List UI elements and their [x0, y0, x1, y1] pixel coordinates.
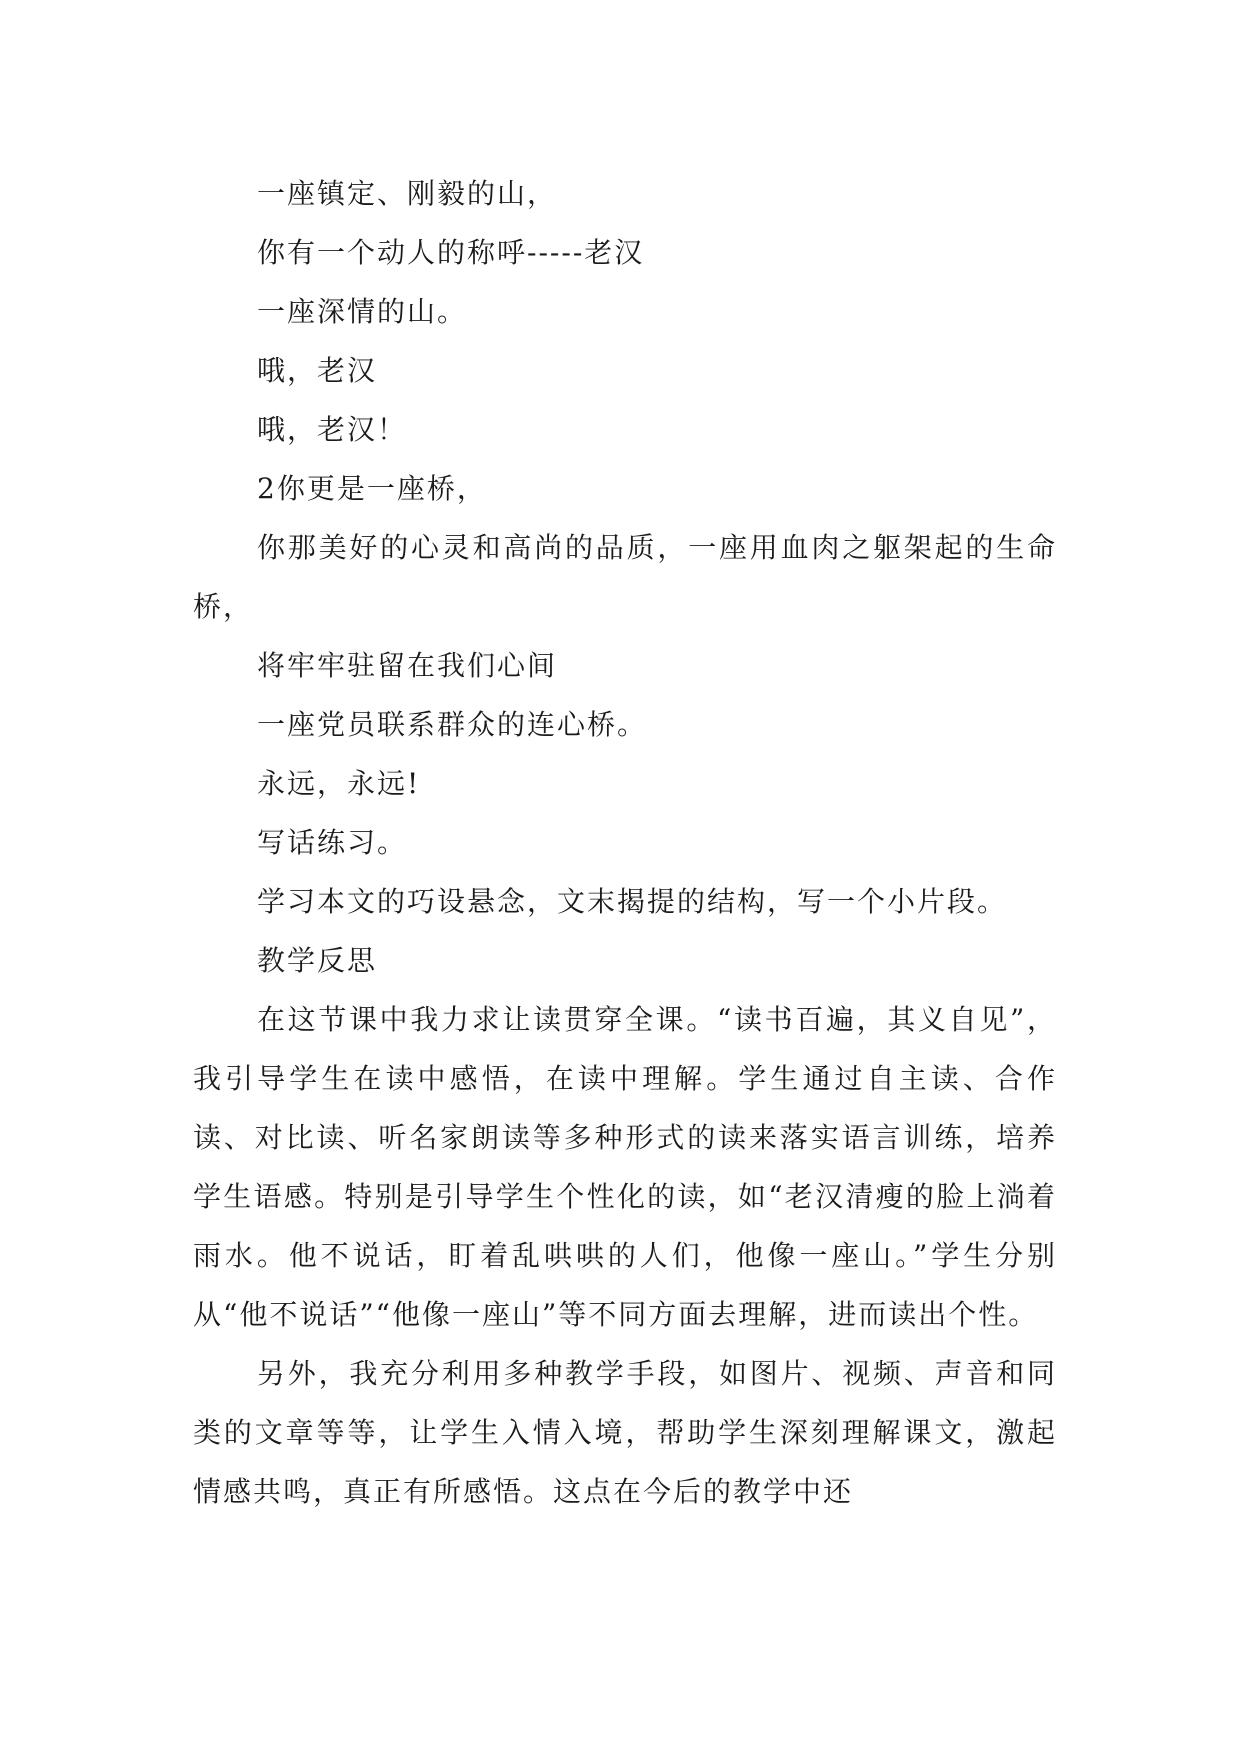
- reflection-paragraph-2: 另外，我充分利用多种教学手段，如图片、视频、声音和同类的文章等等，让学生入情入境，帮助学生深刻理解课文，激起情感共鸣，真正有所感悟。这点在今后的教学中还: [193, 1357, 1057, 1508]
- reflection-heading: 教学反思: [257, 944, 378, 977]
- poem-line-8: 一座党员联系群众的连心桥。: [257, 708, 648, 741]
- poem-line-3: 一座深情的山。: [257, 295, 468, 328]
- document-page: [193, 164, 1057, 1521]
- poem-bridge-paragraph: 你那美好的心灵和高尚的品质，一座用血肉之躯架起的生命桥，: [193, 531, 1057, 623]
- poem-line-2: 你有一个动人的称呼-----老汉: [257, 236, 645, 269]
- exercise-heading: 写话练习。: [257, 826, 408, 859]
- poem-line-9: 永远，永远!: [257, 767, 421, 800]
- reflection-paragraph-1: 在这节课中我力求让读贯穿全课。“读书百遍，其义自见”，我引导学生在读中感悟，在读中理解。学生通过自主读、合作读、对比读、听名家朗读等多种形式的读来落实语言训练，培养学生语感。特别是引导学生个性化的读，如“老汉清瘦的脸上淌着雨水。他不说话，盯着乱哄哄的人们，他像一座山。”学生分别从“他不说话”“他像一座山”等不同方面去理解，进而读出个性。: [193, 1003, 1057, 1331]
- poem-line-5: 哦，老汉！: [257, 413, 408, 446]
- poem-line-4: 哦，老汉: [257, 354, 378, 387]
- poem-line-7: 将牢牢驻留在我们心间: [257, 649, 558, 682]
- poem-line-1: 一座镇定、刚毅的山，: [257, 177, 558, 210]
- poem-line-6: 2你更是一座桥，: [257, 472, 487, 505]
- exercise-text: 学习本文的巧设悬念，文末揭提的结构，写一个小片段。: [257, 885, 1008, 918]
